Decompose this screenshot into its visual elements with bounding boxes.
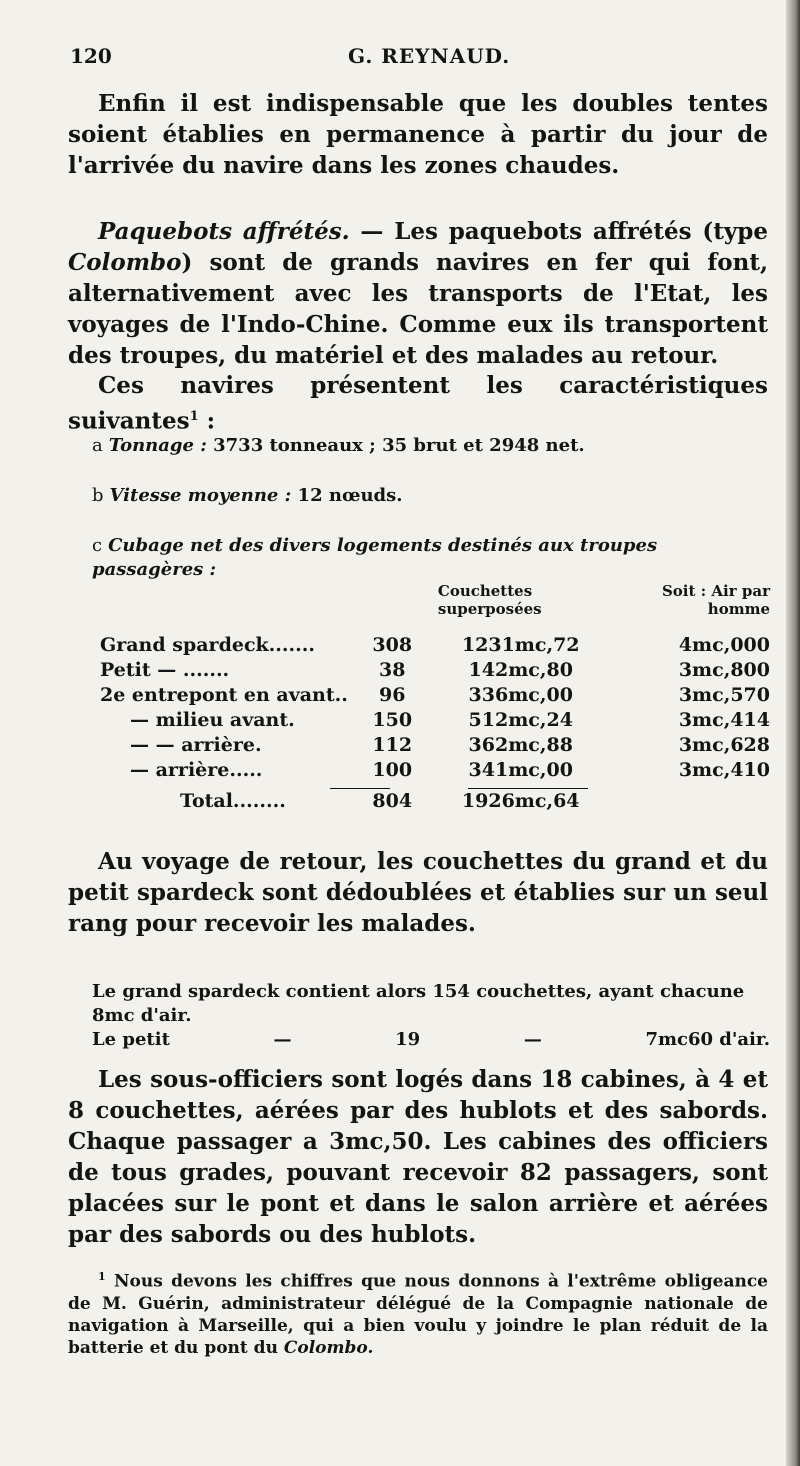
item-text: 3733 tonneaux ; 35 brut et 2948 net.	[206, 435, 585, 456]
ditto-mark: —	[523, 1029, 542, 1050]
ditto-mark: —	[273, 1029, 292, 1050]
row-name: 2e entrepont en avant..	[100, 683, 348, 706]
row-volume: 341mc,00	[468, 758, 573, 781]
row-volume: 142mc,80	[468, 658, 573, 681]
table-header-row	[100, 582, 770, 632]
page-header	[70, 44, 760, 74]
running-head: G. REYNAUD.	[348, 44, 511, 68]
ship-name: Colombo.	[283, 1337, 374, 1358]
paragraph-double-tents: Enfin il est indispensable que les doubles tentes soient établies en permanence à partir du jour de l'arrivée du navire dans les zones chaudes.	[68, 90, 768, 179]
ship-name: Colombo	[68, 249, 182, 276]
footnote-mark: 1	[98, 1270, 106, 1283]
row-name: Grand spardeck.......	[100, 633, 315, 656]
berth-note-line	[92, 1028, 770, 1052]
sum-rule-berths	[330, 788, 390, 789]
column-header-air: Soit : Air par homme	[661, 582, 770, 618]
page-number: 120	[70, 44, 112, 68]
row-name: Petit — .......	[100, 658, 230, 681]
row-name: — milieu avant.	[130, 708, 295, 731]
paragraph-characteristics	[68, 370, 768, 437]
berth-count: 19	[395, 1029, 421, 1050]
item-text: 12 nœuds.	[291, 485, 403, 506]
row-berths: 150	[372, 708, 413, 731]
sum-rule-volume	[468, 788, 588, 789]
paragraph-text: Ces navires présentent les caractéristiques suivantes	[68, 372, 768, 435]
table-row	[100, 657, 770, 682]
total-berths: 804	[372, 789, 413, 812]
row-name: — — arrière.	[130, 733, 262, 756]
table-row	[100, 632, 770, 657]
table-total-row	[100, 782, 770, 813]
item-letter: a	[92, 435, 103, 456]
berth-note-text: Le petit	[92, 1029, 170, 1050]
total-volume: 1926mc,64	[461, 789, 580, 812]
total-label: Total........	[180, 789, 286, 812]
section-label: Paquebots affrétés.	[98, 218, 350, 245]
row-volume: 362mc,88	[468, 733, 573, 756]
footnote-text: Nous devons les chiffres que nous donnons à l'extrême obligeance de M. Guérin, administrateur délégué de la Compagnie nationale de navigation à Marseille, qui a bien voulu y joindre le plan réduit de la batterie et du pont du	[68, 1271, 768, 1358]
paragraph-text: — Les paquebots affrétés (type	[349, 218, 768, 245]
paragraph-chartered-liners	[68, 216, 768, 371]
list-item	[92, 534, 762, 582]
row-name: — arrière.....	[130, 758, 263, 781]
item-letter: c	[92, 535, 103, 556]
footnote-mark: 1	[189, 409, 199, 424]
row-berths: 100	[372, 758, 413, 781]
table-row	[100, 707, 770, 732]
table-row	[100, 732, 770, 757]
row-volume: 512mc,24	[468, 708, 573, 731]
berth-note	[92, 980, 770, 1052]
row-berths: 38	[379, 658, 406, 681]
berth-note-text: Le grand spardeck contient alors 154 couchettes, ayant chacune 8mc d'air.	[92, 981, 745, 1026]
row-berths: 112	[372, 733, 413, 756]
item-label: Tonnage :	[108, 435, 207, 456]
row-air: 3mc,410	[678, 758, 770, 781]
cubage-table	[100, 582, 770, 813]
row-volume: 336mc,00	[468, 683, 573, 706]
item-label: Vitesse moyenne :	[109, 485, 292, 506]
row-volume: 1231mc,72	[461, 633, 580, 656]
berth-note-line	[92, 980, 770, 1028]
footnote	[68, 1266, 768, 1359]
item-label: Cubage net des divers logements destinés aux troupes passagères :	[92, 535, 658, 580]
row-air: 3mc,800	[678, 658, 770, 681]
table-row	[100, 682, 770, 707]
list-item	[92, 484, 762, 508]
paragraph-text: ) sont de grands navires en fer qui font, alternativement avec les transports de l'Etat, les voyages de l'Indo-Chine. Comme eux ils transportent des troupes, du matériel et des malades au retour.	[68, 249, 768, 369]
row-berths: 96	[379, 683, 406, 706]
berth-air: 7mc60 d'air.	[645, 1029, 770, 1050]
item-letter: b	[92, 485, 104, 506]
paragraph-text: :	[198, 407, 216, 435]
paragraph-return-voyage: Au voyage de retour, les couchettes du grand et du petit spardeck sont dédoublées et établies sur un seul rang pour recevoir les malades.	[68, 848, 768, 937]
paragraph-cabins: Les sous-officiers sont logés dans 18 cabines, à 4 et 8 couchettes, aérées par des hublots et des sabords. Chaque passager a 3mc,50. Les cabines des officiers de tous grades, pouvant recevoir 82 passagers, sont placées sur le pont et dans le salon arrière et aérées par des sabords ou des hublots.	[68, 1066, 768, 1248]
row-air: 3mc,414	[678, 708, 770, 731]
page-edge-shadow	[786, 0, 800, 1466]
row-berths: 308	[372, 633, 413, 656]
row-air: 3mc,570	[678, 683, 770, 706]
row-air: 4mc,000	[678, 633, 770, 656]
table-row	[100, 757, 770, 782]
list-item	[92, 434, 762, 458]
column-header-berths: Couchettes superposées	[437, 582, 542, 618]
row-air: 3mc,628	[678, 733, 770, 756]
